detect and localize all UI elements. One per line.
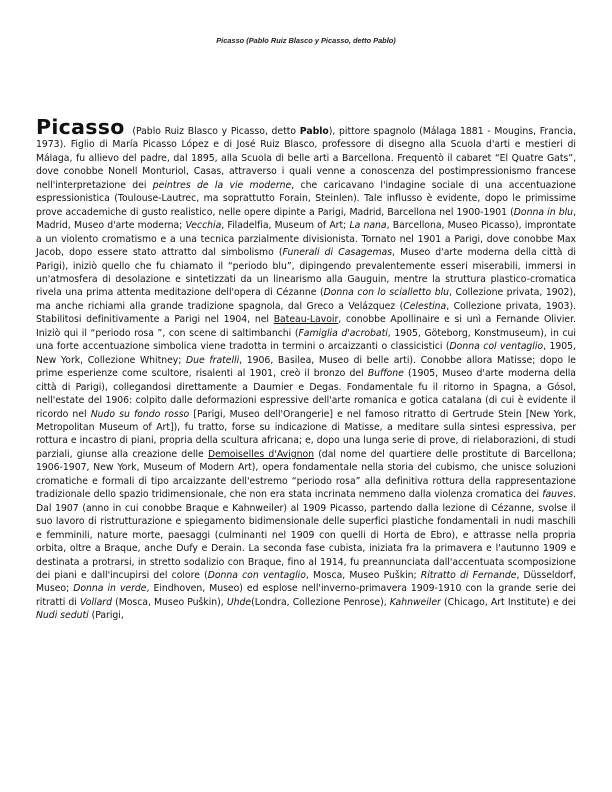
article-body [36, 115, 577, 623]
bold-name: Pablo [299, 126, 329, 137]
italic-title: Kahnweiler [389, 596, 441, 608]
italic-title: Buffone [367, 368, 404, 380]
text-run: , Düsseldorf, Museo; [36, 569, 576, 595]
text-run: (Pablo Ruiz Blasco y Picasso, detto [128, 126, 300, 137]
italic-title: peintres de la vie moderne [152, 179, 292, 191]
text-run: , Collezione privata, 1902), ma anche richiami alla grande tradizione spagnola, dal Greco a Velázquez ( [36, 287, 576, 312]
italic-title: Nudi seduti [36, 610, 89, 622]
text-run: (Chicago, Art Institute) e dei [440, 596, 576, 608]
text-run: (Londra, Collezione Penrose), [251, 596, 390, 608]
text-run: , 1905, New York, Collezione Whitney; [36, 341, 577, 366]
italic-title: Ritratto di Fernande [420, 569, 517, 581]
italic-title: Funerali di Casagemas [282, 247, 393, 259]
text-run: (dal nome del quartiere delle prostitute di Barcellona; 1906-1907, New York, Museum of Modern Art), opera fondamentale nella storia del cubismo, che unisce soluzioni cromatiche e formali di tipo arcaizzante dell'estremo “periodo rosa” alla definitiva rottura della rappresentazione tradizionale dello spazio tridimensionale, che non era stata incrinata nemmeno dalla violenza cromatica dei [36, 448, 576, 501]
text-run: (Mosca, Museo Puškin), [111, 596, 227, 608]
text-run: (Parigi, [88, 610, 124, 622]
text-run: , Madrid, Museo d'arte moderna; [36, 206, 576, 232]
text-run: (1905, Museo d'arte moderna della città di Parigi), collegandosi direttamente a Daumier e Degas. Fondamentale fu il ritorno in Spagna, a Gósol, nell'estate del 1906: colpito dalle deformazioni espressive dell'arte romanica e gotica catalana (di cui è evidente il ricordo nel [36, 368, 576, 420]
text-run: , Filadelfia, Museum of Art; [221, 220, 350, 232]
text-run: . Dal 1907 (anno in cui conobbe Braque e Kahnweiler) al 1909 Picasso, partendo dalla lezione di Cézanne, svolse il suo lavoro di ristrutturazione e spiegamento bidimensionale delle superfici plastiche fondamentali in nudi maschili e femminili, nature morte, paesaggi (culminanti nel 1909 con quelli di Horta de Ebro), e attrasse nella propria orbita, oltre a Braque, anche Dufy e Derain. La seconda fase cubista, iniziata fra la primavera e l'autunno 1909 e destinata a protrarsi, in stretto sodalizio con Braque, fino al 1914, fu preannunciata dall'accentuata scomposizione dei piani e dall'incupirsi del colore ( [36, 489, 576, 581]
italic-title: Celestina [403, 300, 447, 312]
text-run: [Parigi, Museo dell'Orangerie] e nel famoso ritratto di Gertrude Stein [New York, Metropolitan Museum of Art]), fu tratto, forse su indicazione di Matisse, a meditare sulla sintesi espressiva, per rottura e incastro di piani, propria della scultura africana; e, dopo una lunga serie di prove, di rielaborazioni, di studi parziali, giunse alla creazione delle [36, 408, 576, 460]
italic-title: Vecchia [185, 220, 222, 232]
text-run: , Mosca, Museo Puškin; [305, 569, 421, 581]
text-run: , conobbe Apollinaire e si unì a Fernande Olivier. Iniziò qui il “periodo rosa ”, con scene di saltimbanchi ( [36, 314, 576, 339]
italic-title: Due fratelli [186, 354, 240, 366]
article-text [36, 126, 576, 621]
text-run: , Museo d'arte moderna della città di Parigi), iniziò quello che fu chiamato il “periodo blu”, dipingendo prevalentemente esseri miserabili, immersi in un'atmosfera di desolazione e sintetizzati da un linearismo alla Gauguin, mentre la struttura plastico-cromatica rivela una prima attenta meditazione dell'opera di Cézanne ( [36, 247, 576, 299]
underlined-term: Demoiselles d'Avignon [207, 448, 314, 460]
page-header: Picasso (Pablo Ruiz Blasco y Picasso, detto Pablo) [216, 36, 396, 45]
article-paragraph [36, 115, 577, 623]
article-lead-word: Picasso [36, 115, 125, 139]
italic-title: Famiglia d'acrobati [298, 327, 388, 339]
italic-title: Nudo su fondo rosso [90, 408, 190, 420]
italic-title: Donna col ventaglio [449, 341, 544, 353]
text-run: , Barcellona, Museo Picasso), improntate a un violento cromatismo e a una tecnica parzialmente divisionista. Tornato nel 1901 a Parigi, dove conobbe Max Jacob, dopo essere stato attratto dal simbolismo ( [36, 220, 576, 259]
text-run: , 1905, Göteborg, Konstmuseum), in cui una forte accentuazione simbolica viene tradotta in termini o arcaizzanti o classicistici ( [36, 327, 576, 353]
italic-title: Donna con lo scialletto blu [323, 287, 450, 299]
underlined-term: Bateau-Lavoir [273, 314, 339, 326]
text-run: , Eindhoven, Museo) ed esplose nell'inverno-primavera 1909-1910 con la grande serie dei ritratti di [36, 583, 576, 608]
italic-title: Donna con ventaglio [207, 569, 306, 581]
italic-title: Donna in blu [513, 206, 574, 218]
italic-title: Vollard [80, 596, 112, 608]
italic-title: fauves [542, 489, 574, 501]
text-run: ), pittore spagnolo (Málaga 1881 - Mougins, Francia, 1973). Figlio di María Picasso López e di José Ruiz Blasco, professore di disegno alla Scuola d'arti e mestieri di Málaga, fu allievo del padre, dal 1895, alla Scuola di belle arti a Barcellona. Frequentò il cabaret “El Quatre Gats”, dove conobbe Nonell Monturiol, Casas, attraverso i quali venne a conoscenza del postimpressionismo francese nell'interpretazione dei [36, 126, 577, 191]
text-run: , Collezione privata, 1903). Stabilitosi definitivamente a Parigi nel 1904, nel [36, 300, 576, 326]
text-run: , che caricavano l'indagine sociale di una accentuazione espressionistica (Toulouse-Lautrec, ma soprattutto Forain, Steinlen). Tale influsso è evidente, dopo le primissime prove accademiche di gusto realistico, nelle opere dipinte a Parigi, Madrid, Barcellona nel 1900-1901 ( [36, 179, 576, 218]
italic-title: Donna in verde [73, 583, 147, 595]
italic-title: Uhde [226, 596, 252, 608]
text-run: , 1906, Basilea, Museo di belle arti). Conobbe allora Matisse; dopo le prime esperienze come scultore, risalenti al 1901, creò il bronzo del [36, 354, 576, 380]
italic-title: La nana [349, 220, 387, 232]
